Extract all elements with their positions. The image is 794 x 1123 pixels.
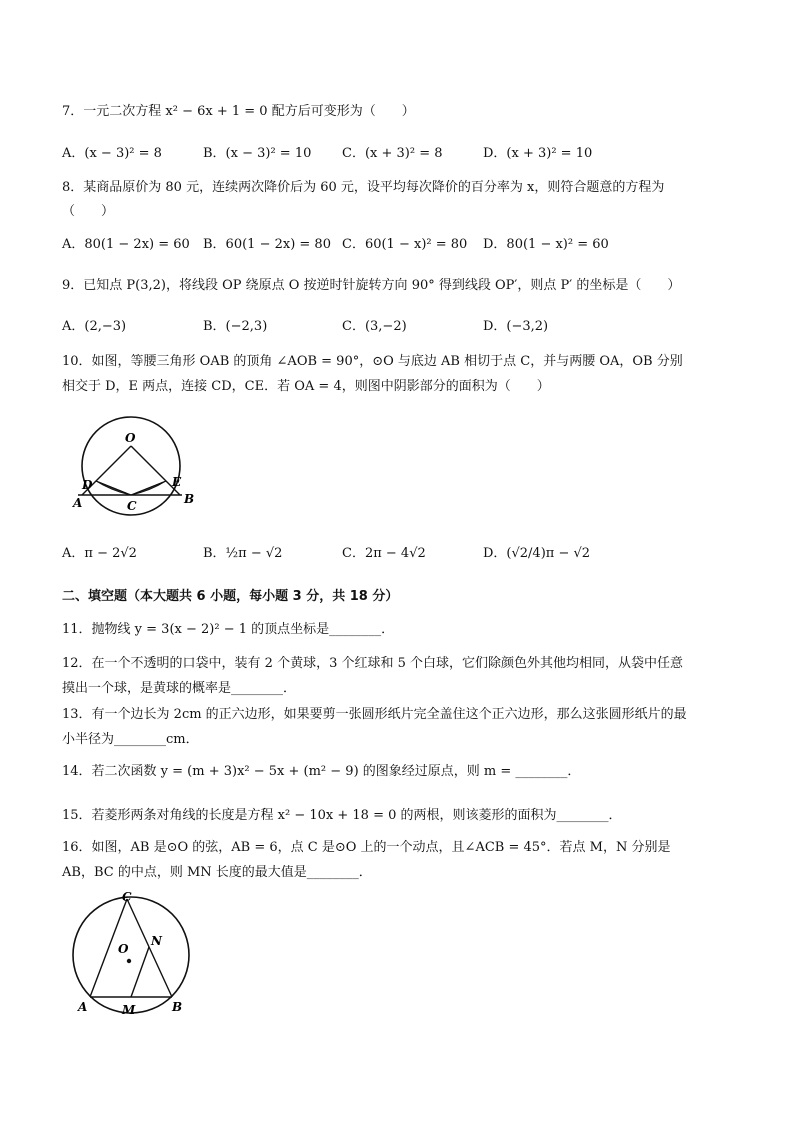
q11-text: 11．抛物线 y = 3(x − 2)² − 1 的顶点坐标是________． — [62, 622, 395, 637]
q7-option-d: D．(x + 3)² = 10 — [483, 146, 593, 161]
q16-side-bc — [127, 899, 172, 997]
q9-option-b: B．(−2,3) — [203, 319, 268, 334]
q12-line1: 12．在一个不透明的口袋中，装有 2 个黄球，3 个红球和 5 个白球，它们除颜色外其他均相同，从袋中任意 — [62, 656, 684, 671]
q10-label-e: E — [172, 475, 182, 489]
q10-label-d: D — [82, 478, 93, 492]
q16-label-o: O — [118, 942, 129, 956]
q16-segment-mn — [131, 947, 149, 997]
q16-line2: AB，BC 的中点，则 MN 长度的最大值是________． — [62, 865, 372, 880]
q16-label-m: M — [122, 1003, 136, 1017]
q12-line2: 摸出一个球，是黄球的概率是________． — [62, 681, 297, 696]
q16-label-n: N — [151, 934, 162, 948]
q16-line1: 16．如图，AB 是⊙O 的弦，AB = 6，点 C 是⊙O 上的一个动点，且∠ACB = 45°．若点 M，N 分别是 — [62, 840, 671, 855]
q13-line1: 13．有一个边长为 2cm 的正六边形，如果要剪一张圆形纸片完全盖住这个正六边形，那么这张圆形纸片的最 — [62, 707, 687, 722]
q16-center-dot — [127, 959, 131, 963]
q10-option-b: B．½π − √2 — [203, 546, 283, 561]
q8-option-b: B．60(1 − 2x) = 80 — [203, 237, 331, 252]
q7-option-b: B．(x − 3)² = 10 — [203, 146, 312, 161]
q8-stem-line2: （ ） — [62, 204, 115, 219]
q10-stem-line2: 相交于 D，E 两点，连接 CD，CE．若 OA = 4，则图中阴影部分的面积为（ ） — [62, 379, 550, 394]
q9-option-a: A．(2,−3) — [62, 319, 127, 334]
q8-stem-line1: 8．某商品原价为 80 元，连续两次降价后为 60 元，设平均每次降价的百分率为 x，则符合题意的方程为 — [62, 180, 665, 195]
q16-figure — [68, 887, 208, 1022]
q10-label-b: B — [184, 492, 195, 506]
section-heading: 二、填空题（本大题共 6 小题，每小题 3 分，共 18 分） — [62, 589, 399, 604]
q16-label-a: A — [78, 1000, 88, 1014]
q9-stem: 9．已知点 P(3,2)，将线段 OP 绕原点 O 按逆时针旋转方向 90° 得到线段 OP′，则点 P′ 的坐标是（ ） — [62, 278, 681, 293]
q14-text: 14．若二次函数 y = (m + 3)x² − 5x + (m² − 9) 的图象经过原点，则 m = ________． — [62, 764, 581, 779]
q16-label-b: B — [172, 1000, 183, 1014]
q9-option-d: D．(−3,2) — [483, 319, 549, 334]
q10-figure — [70, 403, 210, 518]
q7-option-a: A．(x − 3)² = 8 — [62, 146, 162, 161]
q7-stem: 7．一元二次方程 x² − 6x + 1 = 0 配方后可变形为（ ） — [62, 104, 415, 119]
q15-text: 15．若菱形两条对角线的长度是方程 x² − 10x + 18 = 0 的两根，则该菱形的面积为________． — [62, 808, 622, 823]
q10-option-c: C．2π − 4√2 — [342, 546, 426, 561]
q10-option-d: D．(√2/4)π − √2 — [483, 546, 591, 561]
q8-option-a: A．80(1 − 2x) = 60 — [62, 237, 190, 252]
q10-label-c: C — [127, 499, 137, 513]
q8-option-c: C．60(1 − x)² = 80 — [342, 237, 468, 252]
q13-line2: 小半径为________cm． — [62, 732, 199, 747]
q7-option-c: C．(x + 3)² = 8 — [342, 146, 443, 161]
q10-option-a: A．π − 2√2 — [62, 546, 137, 561]
q8-option-d: D．80(1 − x)² = 60 — [483, 237, 609, 252]
q16-label-c: C — [122, 890, 132, 904]
q10-label-o: O — [125, 431, 136, 445]
q9-option-c: C．(3,−2) — [342, 319, 407, 334]
q10-stem-line1: 10．如图，等腰三角形 OAB 的顶角 ∠AOB = 90°，⊙O 与底边 AB 相切于点 C，并与两腰 OA，OB 分别 — [62, 354, 683, 369]
q10-label-a: A — [73, 496, 83, 510]
